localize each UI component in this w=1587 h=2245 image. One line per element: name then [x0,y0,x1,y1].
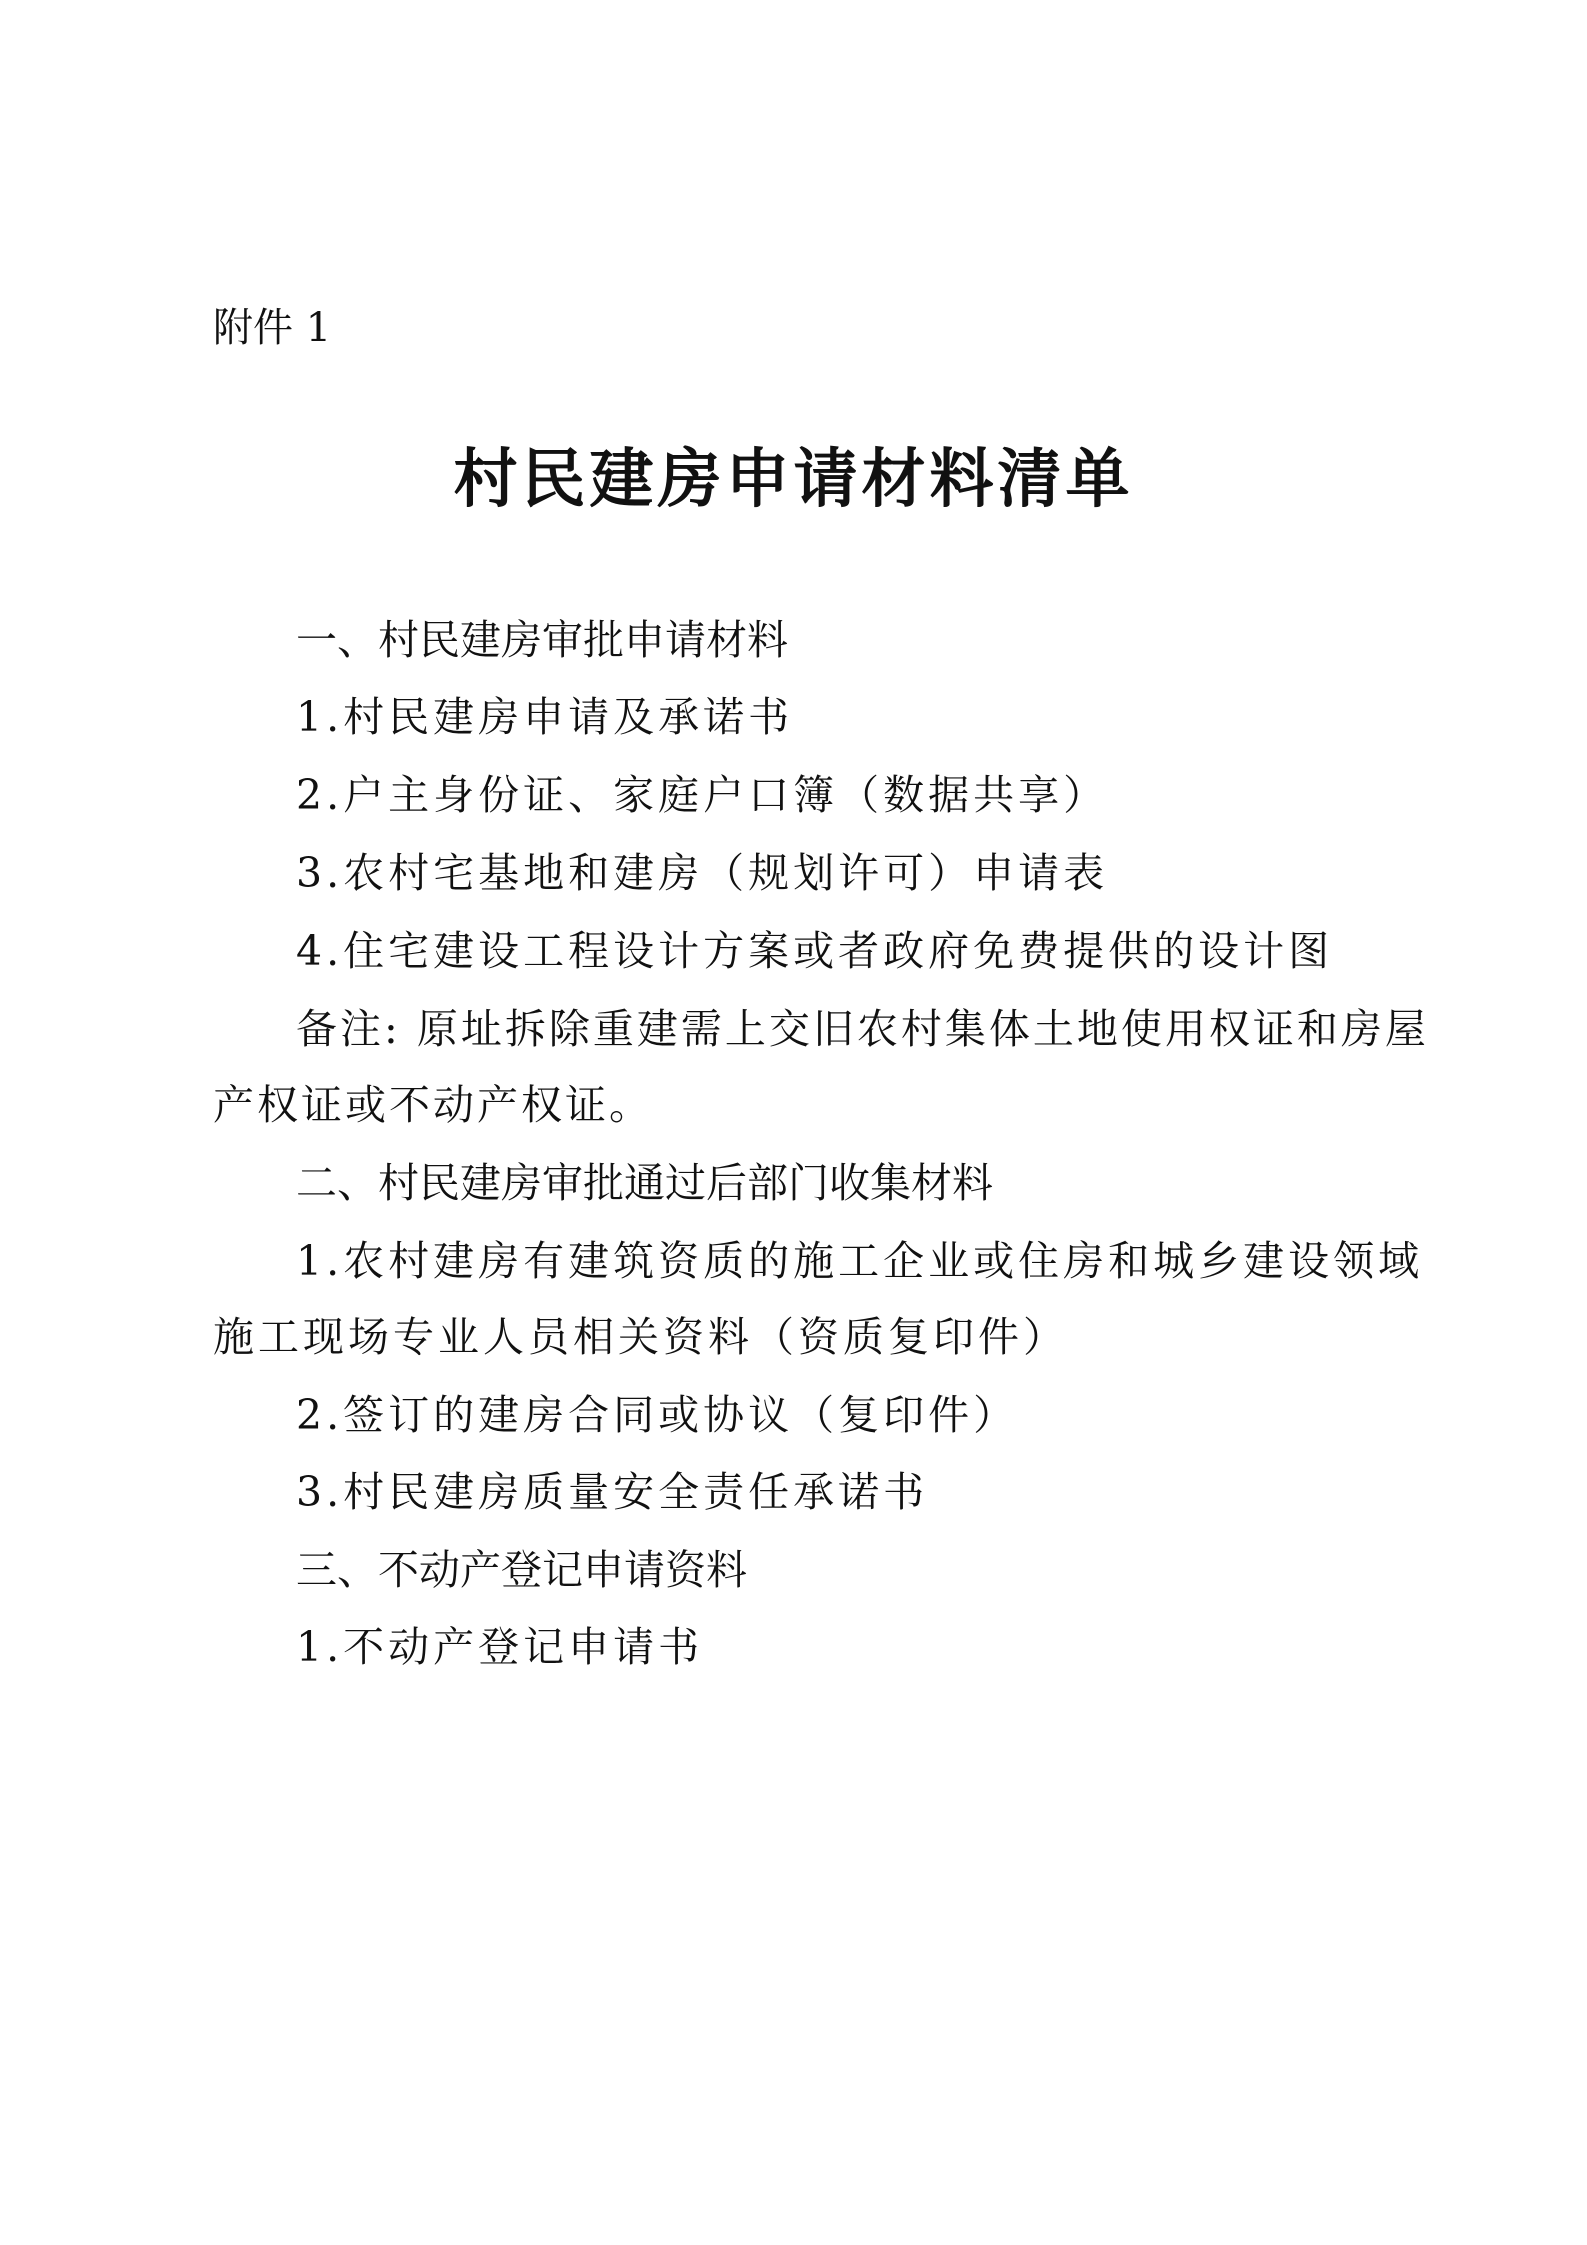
list-item: 3.村民建房质量安全责任承诺书 [296,1468,929,1516]
list-item: 2.签订的建房合同或协议（复印件） [296,1391,1019,1439]
list-item: 1.农村建房有建筑资质的施工企业或住房和城乡建设领域 [296,1237,1424,1285]
list-item: 1.村民建房申请及承诺书 [296,693,794,741]
list-item: 1.不动产登记申请书 [296,1623,704,1671]
list-item-continuation: 施工现场专业人员相关资料（资质复印件） [213,1313,1068,1361]
list-item: 2.户主身份证、家庭户口簿（数据共享） [296,771,1109,819]
list-item: 4.住宅建设工程设计方案或者政府免费提供的设计图 [296,927,1334,975]
attachment-label: 附件 1 [213,305,332,351]
document-title: 村民建房申请材料清单 [453,443,1134,517]
list-item: 3.农村宅基地和建房（规划许可）申请表 [296,849,1109,897]
section-heading-3: 三、不动产登记申请资料 [296,1546,747,1594]
note-text-continuation: 产权证或不动产权证。 [213,1081,653,1129]
section-heading-2: 二、村民建房审批通过后部门收集材料 [296,1159,993,1207]
note-text: 备注: 原址拆除重建需上交旧农村集体土地使用权证和房屋 [296,1005,1429,1053]
section-heading-1: 一、村民建房审批申请材料 [296,616,788,664]
